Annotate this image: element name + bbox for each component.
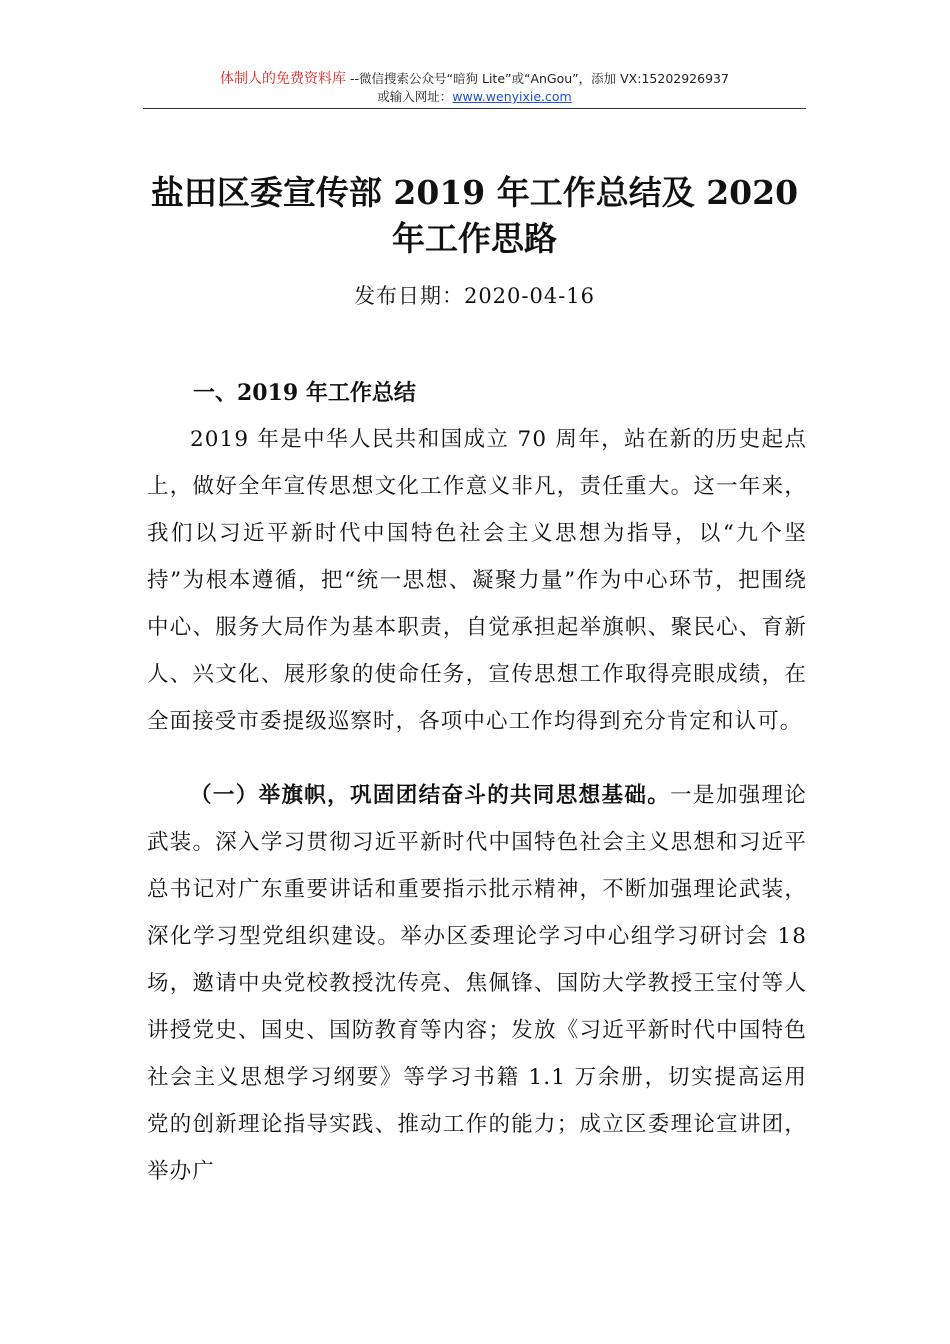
header-url-prefix: 或输入网址： [377,89,453,104]
document-title [143,170,806,262]
header-url-link[interactable]: www.wenyixie.com [452,89,572,104]
header-info: --微信搜索公众号“暗狗 Lite”或“AnGou”，添加 VX:15202926937 [346,71,729,86]
paragraph-2 [147,772,807,1195]
paragraph-2-lead: （一）举旗帜，巩固团结奋斗的共同思想基础。 [190,783,671,808]
header-brand: 体制人的免费资料库 [220,71,347,87]
section-heading: 一、2019 年工作总结 [193,380,416,406]
title-line-1: 盐田区委宣传部 2019 年工作总结及 2020 [150,173,799,212]
header-line-1 [143,70,806,88]
header-divider [143,108,806,109]
page-header [143,70,806,106]
header-line-2 [143,88,806,106]
publish-date: 发布日期：2020-04-16 [353,284,596,308]
title-line-2: 年工作思路 [392,219,557,258]
paragraph-1: 2019 年是中华人民共和国成立 70 周年，站在新的历史起点上，做好全年宣传思想文化工作意义非凡，责任重大。这一年来，我们以习近平新时代中国特色社会主义思想为指导，以“九个坚持”为根本遵循，把“统一思想、凝聚力量”作为中心环节，把围绕中心、服务大局作为基本职责，自觉承担起举旗帜、聚民心、育新人、兴文化、展形象的使命任务，宣传思想工作取得亮眼成绩，在全面接受市委提级巡察时，各项中心工作均得到充分肯定和认可。 [147,427,807,734]
paragraph-2-body: 一是加强理论武装。深入学习贯彻习近平新时代中国特色社会主义思想和习近平总书记对广东重要讲话和重要指示批示精神，不断加强理论武装，深化学习型党组织建设。举办区委理论学习中心组学习研讨会 18 场，邀请中央党校教授沈传亮、焦佩锋、国防大学教授王宝付等人讲授党史、国史、国防教育等内容；发放《习近平新时代中国特色社会主义思想学习纲要》等学习书籍 1.1 万余册，切实提高运用党的创新理论指导实践、推动工作的能力；成立区委理论宣讲团，举办广 [147,783,807,1184]
